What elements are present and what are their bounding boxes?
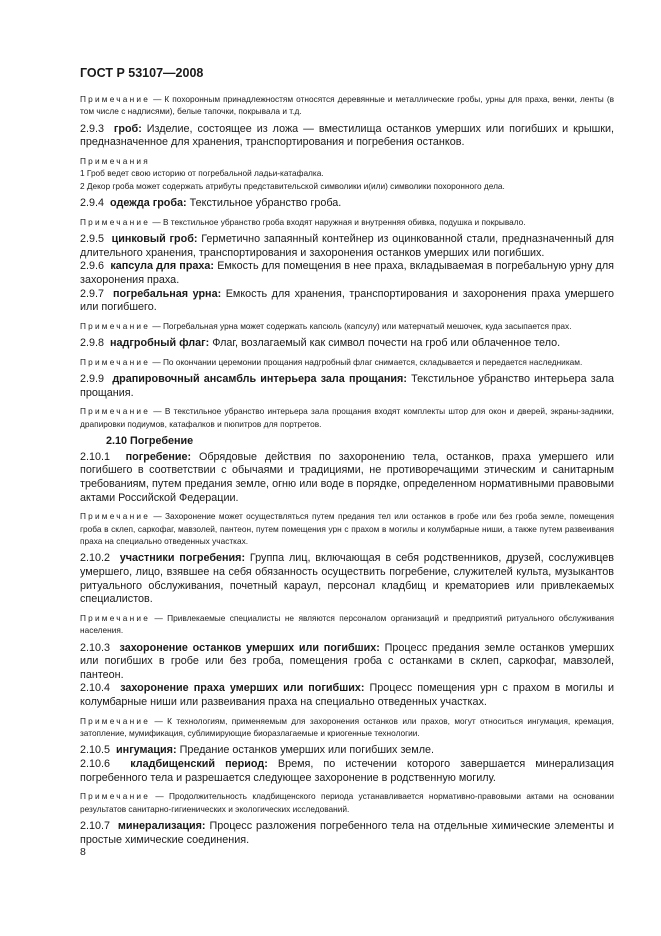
term-definition: Процесс предания земле останков умерших или погибших в гробе или без гроба, помещения гроба с останками в склеп, саркофаг, мавзолей, пантеон. [80, 641, 615, 681]
note-text: — Привлекаемые специалисты не являются персоналом организаций и предприятий ритуального обслуживания населения. [80, 612, 614, 636]
term-name: минерализация: [117, 819, 206, 832]
note-label: Примечание [80, 356, 151, 367]
note-label: Примечание [80, 94, 151, 104]
term-number: 2.9.7 [80, 287, 105, 300]
term-entry [80, 552, 614, 606]
term-name: захоронение останков умерших или погибших: [119, 641, 380, 654]
term-number: 2.9.3 [80, 122, 105, 135]
term-entry [80, 642, 614, 683]
term-definition: Группа лиц, включающая в себя родственников, друзей, сослуживцев умершего, лицо, взявшее на себя обязанность осуществить погребение, служителей культа, музыкантов ритуального обслуживания, почетный караул, персонал кладбищ и крематориев или привлекаемых специалистов. [80, 552, 615, 606]
term-number: 2.10.4 [80, 682, 111, 695]
term-number: 2.9.6 [80, 260, 105, 273]
note [80, 356, 614, 368]
term-name: кладбищенский период: [130, 757, 268, 770]
note-label: Примечание [80, 320, 151, 331]
term-name: надгробный флаг: [110, 337, 210, 350]
term-definition: Время, по истечении которого завершается минерализация погребенного тела и разрешается следующее захоронение в родственную могилу. [80, 757, 615, 784]
note-label: Примечание [80, 406, 151, 417]
note [80, 715, 614, 740]
term-name: погребальная урна: [113, 287, 222, 300]
term-number: 2.10.6 [80, 757, 111, 770]
term-name: погребение: [125, 450, 192, 463]
term-number: 2.10.7 [80, 819, 111, 832]
note-text: — Захоронение может осуществляться путем предания тел или останков в гробе или без гроба земле, помещения гроба в склеп, саркофаг, мавзолей, пантеон, путем помещения урн с прахом в могилы и колумбарные ниши, а также путем развеивания праха на специально отведенных участках. [80, 511, 614, 546]
note-label: Примечание [80, 715, 151, 726]
term-entry [80, 682, 614, 709]
term-name: цинковый гроб: [111, 233, 198, 246]
note-text: — В текстильное убранство гроба входят наружная и внутренняя обивка, подушка и покрывало. [152, 216, 526, 227]
note-label: Примечание [80, 216, 151, 227]
term-entry [80, 337, 614, 351]
term-name: участники погребения: [119, 552, 246, 565]
term-number: 2.9.8 [80, 337, 105, 350]
term-definition: Обрядовые действия по захоронению тела, останков, праха умершего или погибшего в соответствии с обычаями и традициями, не противоречащими этическим и санитарным требованиям, путем предания земле, огню или воде в порядке, определенном нормативными правовыми актами Российской Федерации. [80, 450, 615, 504]
section-heading: 2.10 Погребение [106, 435, 194, 448]
document-body [80, 93, 614, 852]
note-text: — По окончании церемонии прощания надгробный флаг снимается, складывается и передается наследникам. [152, 356, 583, 367]
term-number: 2.10.3 [80, 641, 111, 654]
term-definition: Процесс помещения урн с прахом в могилы и колумбарные ниши или развеивания праха на специально отведенных участках. [80, 682, 615, 708]
note-list [80, 155, 614, 192]
term-entry [80, 233, 614, 260]
note [80, 790, 614, 815]
note-text: — К похоронным принадлежностям относятся деревянные и металлические гробы, урны для праха, венки, ленты (в том числе с надписями), белые тапочки, покрывала и т.д. [80, 94, 614, 117]
term-entry [80, 451, 614, 505]
term-entry [80, 758, 614, 785]
note-item: 2 Декор гроба может содержать атрибуты представительской символики и(или) символики похоронного дела. [80, 180, 505, 191]
page-number: 8 [80, 846, 86, 858]
note-list-label: Примечания [80, 156, 150, 166]
note [80, 93, 614, 118]
note [80, 405, 614, 430]
term-name: гроб: [113, 122, 142, 135]
term-name: капсула для праха: [110, 260, 215, 273]
note-text: — К технологиям, применяемым для захоронения останков или прахов, могут относиться ингумация, кремация, затопление, мумификация, сублимирующие биоразлагаемые и криогенные технологии. [80, 715, 614, 738]
term-definition: Текстильное убранство интерьера зала прощания. [80, 373, 615, 399]
term-definition: Емкость для хранения, транспортирования и захоронения праха умершего или погибшего. [80, 287, 615, 314]
term-entry [80, 288, 614, 315]
note [80, 320, 614, 332]
term-number: 2.10.2 [80, 552, 111, 565]
term-entry [80, 260, 614, 287]
term-definition: Герметично запаянный контейнер из оцинкованной стали, предназначенный для длительного хранения, транспортирования и захоронения останков умерших или погибших. [80, 233, 615, 259]
term-name: одежда гроба: [110, 197, 187, 210]
note-item: 1 Гроб ведет свою историю от погребальной ладьи-катафалка. [80, 168, 324, 179]
term-name: захоронение праха умерших или погибших: [120, 682, 365, 695]
term-name: ингумация: [116, 744, 177, 757]
term-definition: Текстильное убранство гроба. [189, 197, 342, 210]
term-entry [80, 123, 614, 150]
term-number: 2.9.9 [80, 373, 105, 386]
document-header: ГОСТ Р 53107—2008 [80, 66, 204, 80]
term-definition: Флаг, возлагаемый как символ почести на гроб или облаченное тело. [212, 337, 561, 350]
note [80, 510, 614, 547]
note-label: Примечание [80, 791, 151, 802]
term-number: 2.10.5 [80, 744, 111, 757]
note-text: — Погребальная урна может содержать капсюль (капсулу) или матерчатый мешочек, куда засыпается прах. [152, 320, 572, 331]
note [80, 612, 614, 637]
term-definition: Емкость для помещения в нее праха, вкладываемая в погребальную урну для захоронения праха. [80, 260, 614, 286]
term-entry [80, 744, 614, 758]
term-name: драпировочный ансамбль интерьера зала прощания: [112, 373, 407, 386]
note-label: Примечание [80, 612, 151, 623]
note-text: — Продолжительность кладбищенского периода устанавливается нормативно-правовыми актами на основании результатов санитарно-гигиенических и экологических исследований. [80, 791, 614, 814]
term-number: 2.10.1 [80, 450, 111, 463]
term-number: 2.9.5 [80, 233, 105, 246]
term-entry [80, 820, 614, 847]
note [80, 216, 614, 228]
term-entry [80, 197, 614, 211]
term-definition: Предание останков умерших или погибших земле. [179, 744, 435, 757]
note-label: Примечание [80, 511, 151, 522]
term-definition: Изделие, состоящее из ложа — вместилища останков умерших или погибших и крышки, предназначенное для хранения, транспортирования и погребения останков. [80, 122, 615, 149]
note-text: — В текстильное убранство интерьера зала прощания входят комплекты штор для окон и дверей, экраны-задники, драпировки подиумов, катафалков и пюпитров для портретов. [80, 406, 614, 429]
term-definition: Процесс разложения погребенного тела на отдельные химические элементы и простые химические соединения. [80, 819, 614, 846]
term-entry [80, 373, 614, 400]
term-number: 2.9.4 [80, 197, 105, 210]
